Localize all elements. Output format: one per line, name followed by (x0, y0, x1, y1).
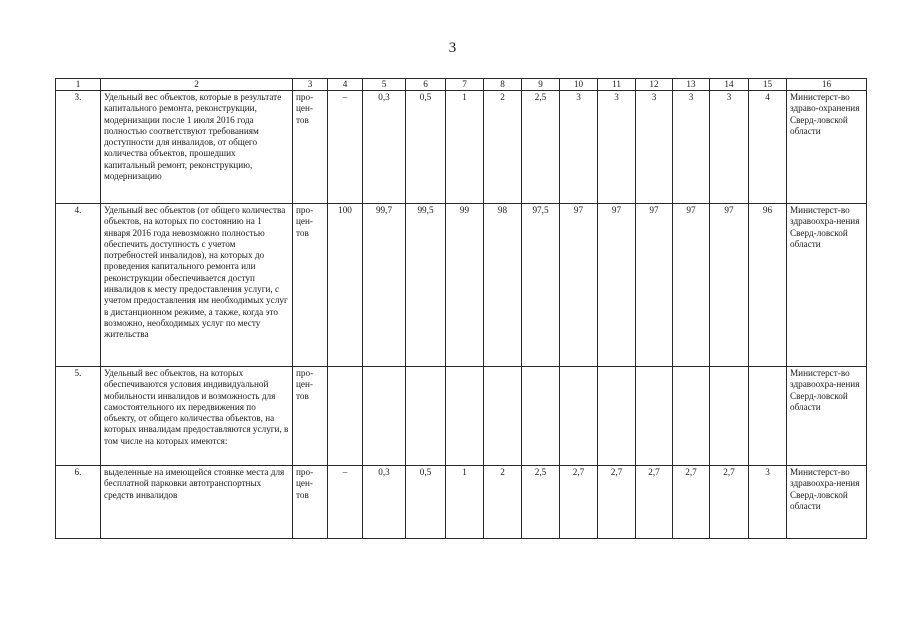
column-header: 15 (749, 79, 787, 91)
value-cell: 0,5 (406, 466, 446, 539)
value-cell: 3 (560, 91, 598, 204)
responsible-org: Министерст-во здравоохра-нения Сверд-ловской области (787, 466, 867, 539)
value-cell: 97 (636, 204, 673, 367)
header-row (56, 79, 867, 91)
value-cell (406, 367, 446, 466)
value-cell: 97 (598, 204, 636, 367)
value-cell: 3 (749, 466, 787, 539)
indicators-table (55, 78, 867, 539)
table-row (56, 466, 867, 539)
column-header: 9 (522, 79, 560, 91)
value-cell: 3 (636, 91, 673, 204)
value-cell: 2,7 (598, 466, 636, 539)
value-cell: 3 (710, 91, 749, 204)
column-header: 14 (710, 79, 749, 91)
page-number: 3 (448, 40, 457, 56)
column-header: 6 (406, 79, 446, 91)
column-header: 11 (598, 79, 636, 91)
responsible-org: Министерст-во здравоохра-нения Сверд-ловской области (787, 204, 867, 367)
value-cell: 3 (673, 91, 710, 204)
value-cell: 4 (749, 91, 787, 204)
value-cell (560, 367, 598, 466)
table-row (56, 91, 867, 204)
value-cell: 2 (484, 91, 522, 204)
value-cell: 2 (484, 466, 522, 539)
responsible-org: Министерст-во здраво-охранения Сверд-ловской области (787, 91, 867, 204)
value-cell: – (328, 91, 363, 204)
value-cell: 97 (673, 204, 710, 367)
value-cell: 2,7 (673, 466, 710, 539)
indicator-name: Удельный вес объектов, на которых обеспечиваются условия индивидуальной мобильности инвалидов и возможность для самостоятельного их передвижения по объекту, от общего количества объектов, на которых инвалидам предоставляются услуги, в том числе на которых имеются: (101, 367, 293, 466)
value-cell: 100 (328, 204, 363, 367)
row-number: 4. (56, 204, 101, 367)
value-cell (522, 367, 560, 466)
unit-cell: про-цен-тов (293, 91, 328, 204)
value-cell: 2,5 (522, 466, 560, 539)
value-cell: 99,5 (406, 204, 446, 367)
value-cell (636, 367, 673, 466)
indicator-name: Удельный вес объектов (от общего количества объектов, на которых по состоянию на 1 января 2016 года невозможно полностью обеспечить доступность с учетом потребностей инвалидов), на которых до проведения капитального ремонта или реконструкции обеспечивается доступ инвалидов к месту предоставления услуги, с учетом предоставления им необходимых услуг в дистанционном режиме, а также, когда это возможно, необходимых услуг по месту жительства (101, 204, 293, 367)
value-cell: – (328, 466, 363, 539)
value-cell: 96 (749, 204, 787, 367)
value-cell (673, 367, 710, 466)
value-cell: 2,5 (522, 91, 560, 204)
unit-cell: про-цен-тов (293, 204, 328, 367)
value-cell: 3 (598, 91, 636, 204)
indicator-name: выделенные на имеющейся стоянке места для бесплатной парковки автотранспортных средств инвалидов (101, 466, 293, 539)
column-header: 1 (56, 79, 101, 91)
column-header: 16 (787, 79, 867, 91)
value-cell: 1 (446, 91, 484, 204)
column-header: 8 (484, 79, 522, 91)
value-cell: 0,5 (406, 91, 446, 204)
value-cell: 2,7 (710, 466, 749, 539)
column-header: 5 (363, 79, 406, 91)
row-number: 3. (56, 91, 101, 204)
indicator-name: Удельный вес объектов, которые в результате капитального ремонта, реконструкции, модернизации после 1 июля 2016 года полностью соответствуют требованиям доступности для инвалидов, от общего количества объектов, прошедших капитальный ремонт, реконструкцию, модернизацию (101, 91, 293, 204)
unit-cell: про-цен-тов (293, 367, 328, 466)
row-number: 6. (56, 466, 101, 539)
table-row (56, 204, 867, 367)
unit-cell: про-цен-тов (293, 466, 328, 539)
value-cell: 0,3 (363, 466, 406, 539)
value-cell: 97 (560, 204, 598, 367)
column-header: 3 (293, 79, 328, 91)
value-cell: 2,7 (560, 466, 598, 539)
value-cell (710, 367, 749, 466)
column-header: 7 (446, 79, 484, 91)
column-header: 2 (101, 79, 293, 91)
responsible-org: Министерст-во здравоохра-нения Сверд-ловской области (787, 367, 867, 466)
value-cell: 1 (446, 466, 484, 539)
row-number: 5. (56, 367, 101, 466)
value-cell (484, 367, 522, 466)
value-cell: 99 (446, 204, 484, 367)
value-cell: 99,7 (363, 204, 406, 367)
value-cell: 0,3 (363, 91, 406, 204)
value-cell (598, 367, 636, 466)
value-cell (363, 367, 406, 466)
value-cell: 97 (710, 204, 749, 367)
column-header: 12 (636, 79, 673, 91)
table-row (56, 367, 867, 466)
column-header: 13 (673, 79, 710, 91)
value-cell: 98 (484, 204, 522, 367)
value-cell (446, 367, 484, 466)
value-cell (749, 367, 787, 466)
column-header: 10 (560, 79, 598, 91)
value-cell: 2,7 (636, 466, 673, 539)
value-cell (328, 367, 363, 466)
value-cell: 97,5 (522, 204, 560, 367)
column-header: 4 (328, 79, 363, 91)
